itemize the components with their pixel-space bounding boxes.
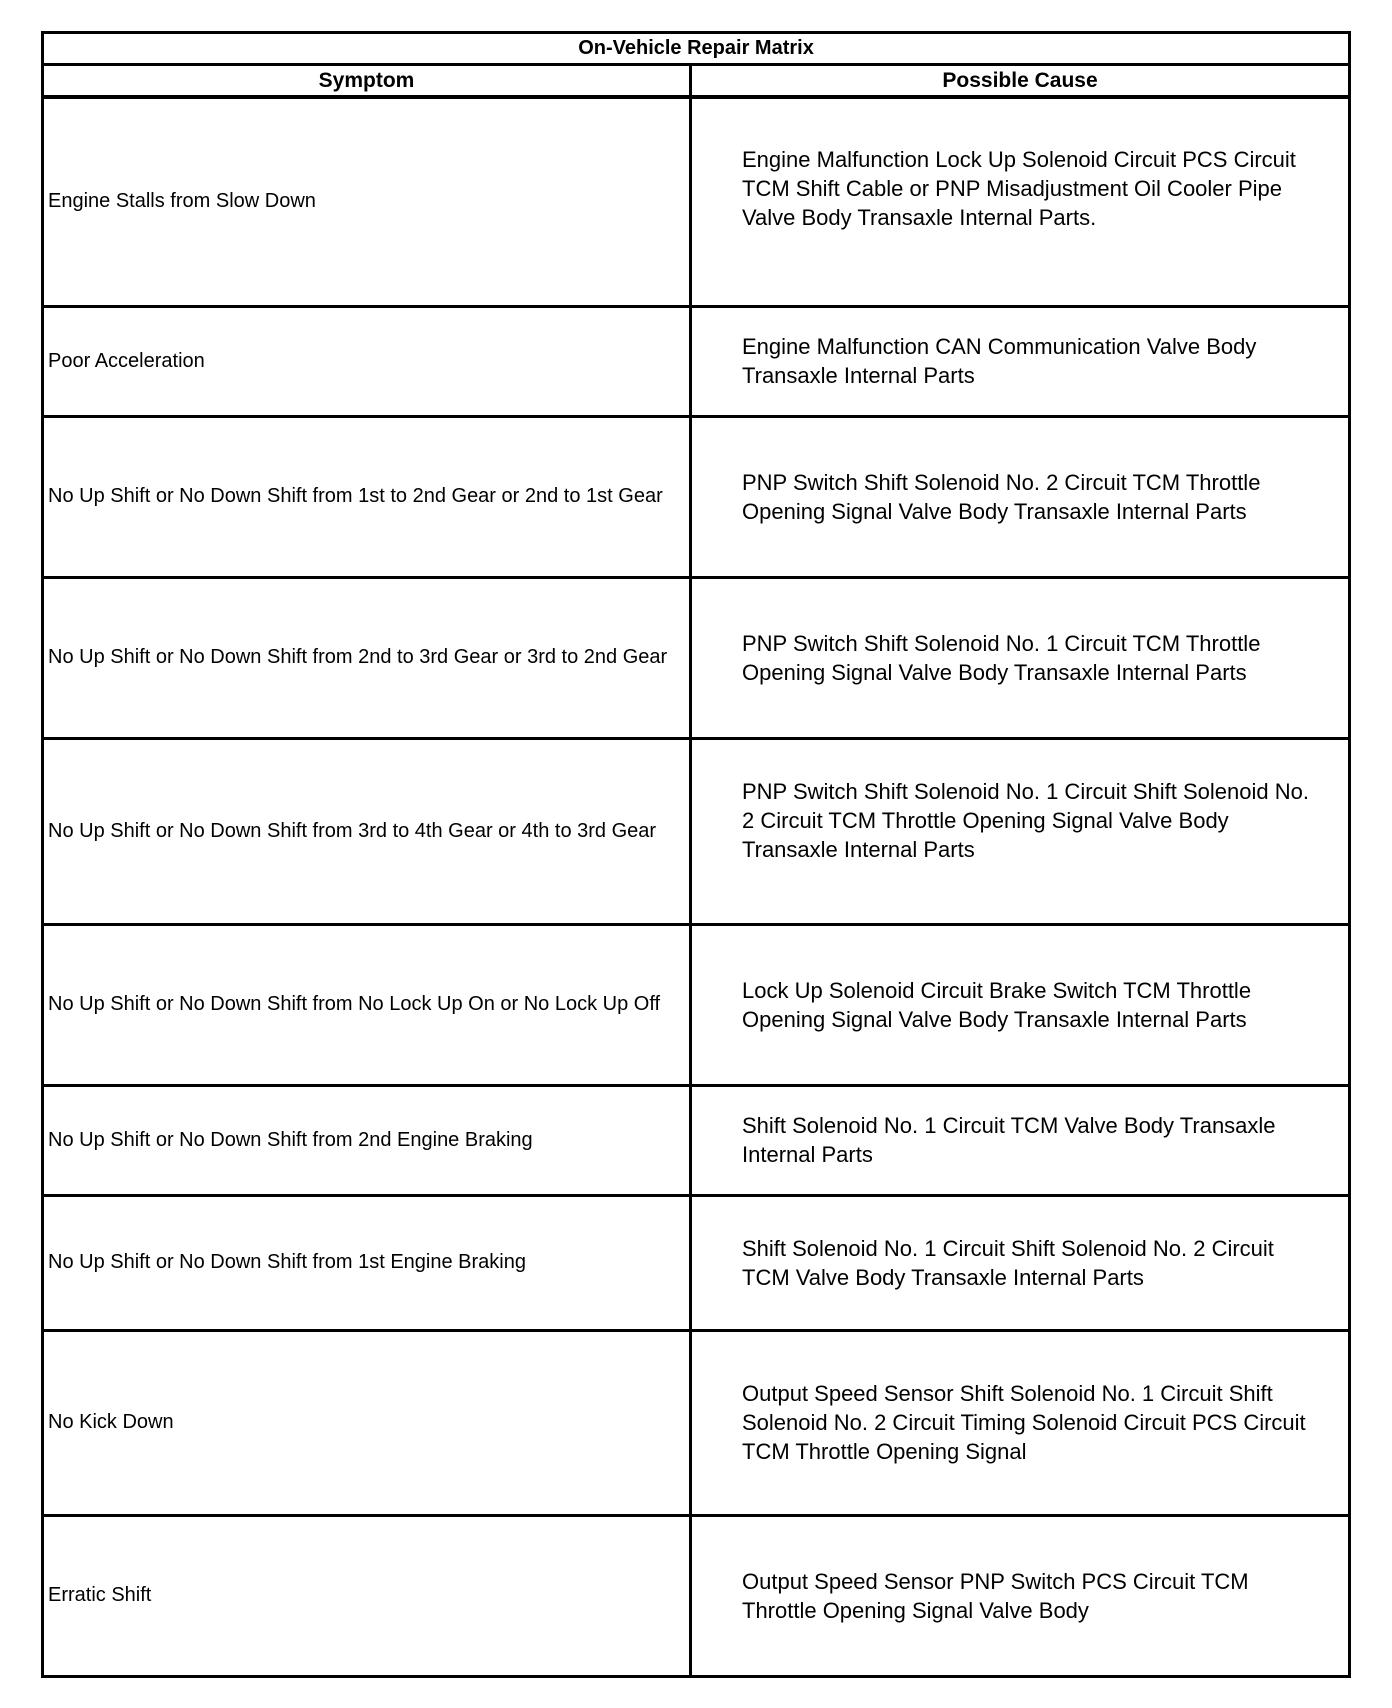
table-title-row xyxy=(43,33,1350,65)
symptom-cell xyxy=(43,1330,691,1515)
symptom-text: Poor Acceleration xyxy=(48,349,205,372)
possible-cause-cell xyxy=(691,1515,1350,1676)
repair-matrix-table xyxy=(41,31,1351,1678)
table-row xyxy=(43,1330,1350,1515)
possible-cause-text: Engine Malfunction CAN Communication Valve Body Transaxle Internal Parts xyxy=(742,334,1257,388)
possible-cause-cell xyxy=(691,924,1350,1085)
possible-cause-cell xyxy=(691,1085,1350,1195)
possible-cause-cell xyxy=(691,97,1350,306)
symptom-text: Erratic Shift xyxy=(48,1584,152,1606)
possible-cause-cell xyxy=(691,306,1350,416)
possible-cause-text: PNP Switch Shift Solenoid No. 1 Circuit Shift Solenoid No. 2 Circuit TCM Throttle Opening Signal Valve Body Transaxle Internal Parts xyxy=(742,778,1309,862)
possible-cause-text: Output Speed Sensor PNP Switch PCS Circuit TCM Throttle Opening Signal Valve Body xyxy=(742,1568,1249,1623)
possible-cause-text: PNP Switch Shift Solenoid No. 1 Circuit TCM Throttle Opening Signal Valve Body Transaxle Internal Parts xyxy=(742,630,1261,685)
symptom-cell xyxy=(43,924,691,1085)
table-row xyxy=(43,924,1350,1085)
table-row xyxy=(43,416,1350,577)
symptom-text: No Up Shift or No Down Shift from 2nd to 3rd Gear or 3rd to 2nd Gear xyxy=(48,646,668,668)
possible-cause-text: Engine Malfunction Lock Up Solenoid Circuit PCS Circuit TCM Shift Cable or PNP Misadjustment Oil Cooler Pipe Valve Body Transaxle Internal Parts. xyxy=(742,147,1296,231)
table-row xyxy=(43,1085,1350,1195)
table-row xyxy=(43,97,1350,306)
possible-cause-text: Lock Up Solenoid Circuit Brake Switch TCM Throttle Opening Signal Valve Body Transaxle Internal Parts xyxy=(742,977,1252,1032)
symptom-cell xyxy=(43,577,691,738)
possible-cause-column-header: Possible Cause xyxy=(691,65,1350,98)
possible-cause-text: PNP Switch Shift Solenoid No. 2 Circuit TCM Throttle Opening Signal Valve Body Transaxle Internal Parts xyxy=(742,469,1261,524)
symptom-column-header: Symptom xyxy=(43,65,691,98)
possible-cause-text: Shift Solenoid No. 1 Circuit TCM Valve Body Transaxle Internal Parts xyxy=(742,1113,1276,1167)
table-row xyxy=(43,306,1350,416)
symptom-text: Engine Stalls from Slow Down xyxy=(48,190,316,213)
possible-cause-text: Shift Solenoid No. 1 Circuit Shift Solenoid No. 2 Circuit TCM Valve Body Transaxle Internal Parts xyxy=(742,1235,1274,1290)
possible-cause-cell xyxy=(691,1195,1350,1330)
symptom-text: No Up Shift or No Down Shift from 3rd to 4th Gear or 4th to 3rd Gear xyxy=(48,819,657,842)
symptom-cell xyxy=(43,416,691,577)
symptom-cell xyxy=(43,306,691,416)
symptom-cell xyxy=(43,1515,691,1676)
symptom-cell xyxy=(43,1085,691,1195)
table-row xyxy=(43,577,1350,738)
symptom-text: No Up Shift or No Down Shift from No Lock Up On or No Lock Up Off xyxy=(48,993,661,1015)
symptom-text: No Kick Down xyxy=(48,1411,174,1433)
table-header-row xyxy=(43,65,1350,98)
table-row xyxy=(43,1195,1350,1330)
symptom-cell xyxy=(43,738,691,924)
symptom-text: No Up Shift or No Down Shift from 1st Engine Braking xyxy=(48,1251,526,1273)
possible-cause-cell xyxy=(691,738,1350,924)
symptom-cell xyxy=(43,1195,691,1330)
possible-cause-cell xyxy=(691,577,1350,738)
symptom-cell xyxy=(43,97,691,306)
possible-cause-cell xyxy=(691,416,1350,577)
possible-cause-cell xyxy=(691,1330,1350,1515)
table-title: On-Vehicle Repair Matrix xyxy=(43,33,1350,65)
possible-cause-text: Output Speed Sensor Shift Solenoid No. 1 Circuit Shift Solenoid No. 2 Circuit Timing Solenoid Circuit PCS Circuit TCM Throttle Opening Signal xyxy=(742,1381,1306,1464)
symptom-text: No Up Shift or No Down Shift from 2nd Engine Braking xyxy=(48,1128,533,1151)
table-row xyxy=(43,738,1350,924)
table-row xyxy=(43,1515,1350,1676)
symptom-text: No Up Shift or No Down Shift from 1st to 2nd Gear or 2nd to 1st Gear xyxy=(48,485,663,507)
